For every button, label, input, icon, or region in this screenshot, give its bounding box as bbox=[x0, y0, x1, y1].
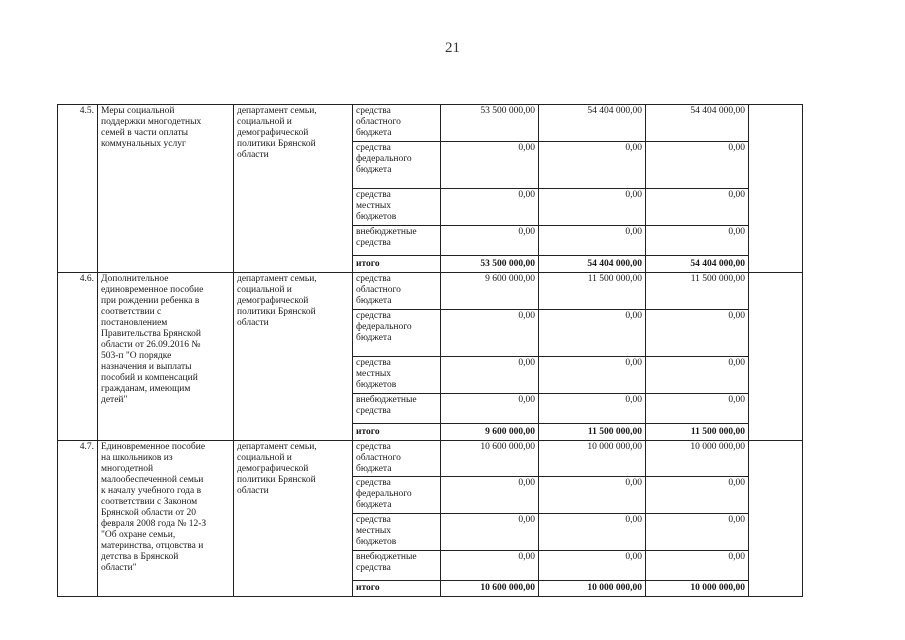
amount-year-1: 0,00 bbox=[441, 189, 539, 226]
amount-year-1: 10 600 000,00 bbox=[441, 581, 539, 597]
amount-year-1: 53 500 000,00 bbox=[441, 256, 539, 273]
funding-source: итого bbox=[353, 424, 441, 441]
amount-year-2: 0,00 bbox=[539, 226, 646, 256]
measure-name: Единовременное пособие на школьников из многодетной малообеспеченной семьи к началу учебного года в соответствии с Законом Брянской области от 20 февраля 2008 года № 12-З "Об охране семьи, материнства, отцовства и детства в Брянской области" bbox=[98, 441, 234, 597]
executor-name: департамент семьи, социальной и демографической политики Брянской области bbox=[234, 273, 353, 441]
amount-year-1: 0,00 bbox=[441, 477, 539, 514]
amount-year-3: 0,00 bbox=[646, 142, 749, 189]
amount-year-3: 0,00 bbox=[646, 357, 749, 394]
funding-source: средства местных бюджетов bbox=[353, 189, 441, 226]
amount-year-1: 9 600 000,00 bbox=[441, 273, 539, 310]
amount-year-3: 10 000 000,00 bbox=[646, 581, 749, 597]
amount-year-3: 0,00 bbox=[646, 477, 749, 514]
funding-source: средства федерального бюджета bbox=[353, 142, 441, 189]
amount-year-3: 0,00 bbox=[646, 226, 749, 256]
funding-source: средства федерального бюджета bbox=[353, 310, 441, 357]
funding-source: средства областного бюджета bbox=[353, 105, 441, 142]
amount-year-1: 0,00 bbox=[441, 357, 539, 394]
amount-year-1: 53 500 000,00 bbox=[441, 105, 539, 142]
section-number: 4.7. bbox=[58, 441, 98, 597]
empty-cell bbox=[749, 441, 803, 597]
amount-year-3: 0,00 bbox=[646, 514, 749, 551]
measure-name: Дополнительное единовременное пособие при рождении ребенка в соответствии с постановлением Правительства Брянской области от 26.09.2016 № 503-п "О порядке назначения и выплаты пособий и компенсаций гражданам, имеющим детей" bbox=[98, 273, 234, 441]
amount-year-3: 10 000 000,00 bbox=[646, 441, 749, 477]
amount-year-2: 0,00 bbox=[539, 551, 646, 581]
table-row bbox=[58, 273, 803, 310]
amount-year-3: 11 500 000,00 bbox=[646, 273, 749, 310]
section-number: 4.5. bbox=[58, 105, 98, 273]
amount-year-2: 54 404 000,00 bbox=[539, 256, 646, 273]
amount-year-1: 0,00 bbox=[441, 551, 539, 581]
funding-source: средства федерального бюджета bbox=[353, 477, 441, 514]
amount-year-3: 11 500 000,00 bbox=[646, 424, 749, 441]
amount-year-2: 11 500 000,00 bbox=[539, 424, 646, 441]
executor-name: департамент семьи, социальной и демографической политики Брянской области bbox=[234, 441, 353, 597]
funding-source: внебюджетные средства bbox=[353, 226, 441, 256]
amount-year-2: 0,00 bbox=[539, 310, 646, 357]
amount-year-2: 0,00 bbox=[539, 357, 646, 394]
funding-source: средства областного бюджета bbox=[353, 441, 441, 477]
empty-cell bbox=[749, 273, 803, 441]
table-body bbox=[58, 105, 803, 597]
amount-year-3: 0,00 bbox=[646, 189, 749, 226]
funding-source: средства областного бюджета bbox=[353, 273, 441, 310]
amount-year-2: 10 000 000,00 bbox=[539, 441, 646, 477]
amount-year-2: 54 404 000,00 bbox=[539, 105, 646, 142]
amount-year-3: 0,00 bbox=[646, 310, 749, 357]
funding-source: средства местных бюджетов bbox=[353, 357, 441, 394]
section-number: 4.6. bbox=[58, 273, 98, 441]
amount-year-3: 54 404 000,00 bbox=[646, 256, 749, 273]
measure-name: Меры социальной поддержки многодетных семей в части оплаты коммунальных услуг bbox=[98, 105, 234, 273]
funding-source: средства местных бюджетов bbox=[353, 514, 441, 551]
amount-year-2: 0,00 bbox=[539, 189, 646, 226]
funding-source: внебюджетные средства bbox=[353, 551, 441, 581]
amount-year-2: 0,00 bbox=[539, 142, 646, 189]
table-row bbox=[58, 441, 803, 477]
executor-name: департамент семьи, социальной и демографической политики Брянской области bbox=[234, 105, 353, 273]
amount-year-1: 0,00 bbox=[441, 226, 539, 256]
table-row bbox=[58, 105, 803, 142]
funding-source: итого bbox=[353, 256, 441, 273]
amount-year-2: 0,00 bbox=[539, 477, 646, 514]
amount-year-1: 0,00 bbox=[441, 142, 539, 189]
amount-year-3: 54 404 000,00 bbox=[646, 105, 749, 142]
amount-year-2: 11 500 000,00 bbox=[539, 273, 646, 310]
amount-year-2: 0,00 bbox=[539, 514, 646, 551]
amount-year-2: 0,00 bbox=[539, 394, 646, 424]
amount-year-1: 9 600 000,00 bbox=[441, 424, 539, 441]
amount-year-1: 0,00 bbox=[441, 514, 539, 551]
funding-source: внебюджетные средства bbox=[353, 394, 441, 424]
funding-source: итого bbox=[353, 581, 441, 597]
amount-year-3: 0,00 bbox=[646, 394, 749, 424]
amount-year-2: 10 000 000,00 bbox=[539, 581, 646, 597]
budget-table bbox=[57, 104, 803, 597]
amount-year-1: 0,00 bbox=[441, 394, 539, 424]
amount-year-1: 0,00 bbox=[441, 310, 539, 357]
page-number: 21 bbox=[445, 40, 460, 56]
empty-cell bbox=[749, 105, 803, 273]
amount-year-1: 10 600 000,00 bbox=[441, 441, 539, 477]
amount-year-3: 0,00 bbox=[646, 551, 749, 581]
